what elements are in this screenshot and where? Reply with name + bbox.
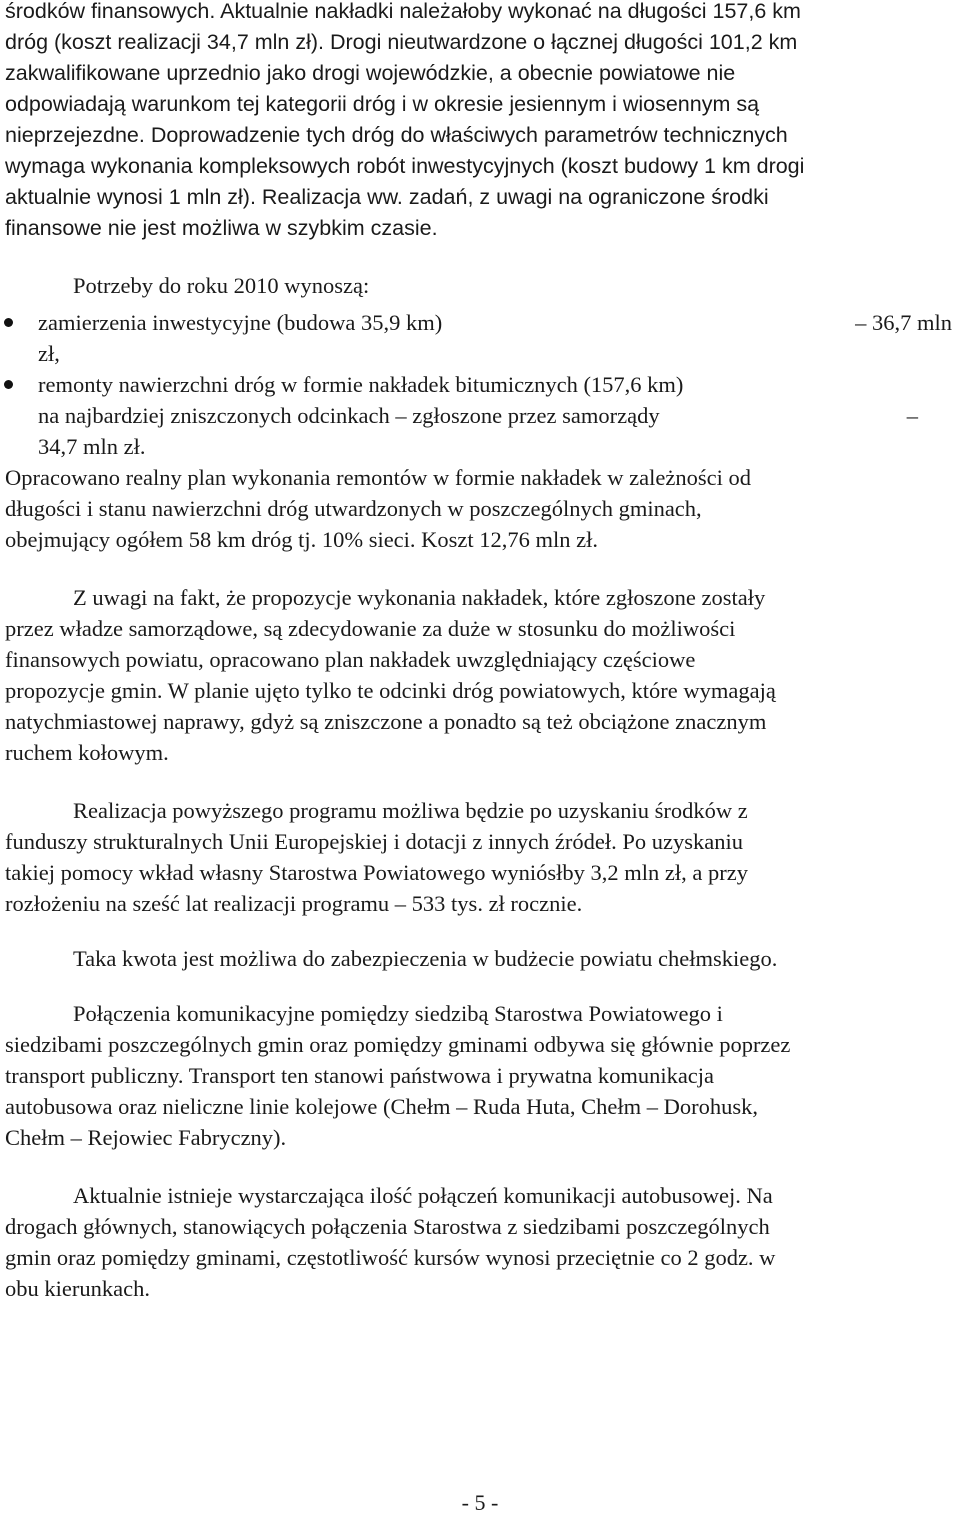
needs-item-repairs-dash: – [906, 403, 918, 428]
needs-heading: Potrzeby do roku 2010 wynoszą: [73, 273, 370, 298]
needs-item-investments: zamierzenia inwestycyjne (budowa 35,9 km) [38, 310, 443, 335]
text-line: dróg (koszt realizacji 34,7 mln zł). Drogi nieutwardzone o łącznej długości 101,2 km [5, 30, 798, 54]
page-number: - 5 - [461, 1490, 499, 1515]
text-line: autobusowa oraz nieliczne linie kolejowe (Chełm – Ruda Huta, Chełm – Dorohusk, [5, 1094, 758, 1119]
text-line: finansowe nie jest możliwa w szybkim czasie. [5, 216, 438, 240]
text-line: takiej pomocy wkład własny Starostwa Powiatowego wyniósłby 3,2 mln zł, a przy [5, 860, 749, 885]
text-line: obejmujący ogółem 58 km dróg tj. 10% sieci. Koszt 12,76 mln zł. [5, 527, 599, 552]
needs-item-investments-amount: – 36,7 mln [855, 310, 952, 335]
text-line: rozłożeniu na sześć lat realizacji programu – 533 tys. zł rocznie. [5, 891, 583, 916]
text-line: propozycje gmin. W planie ujęto tylko te odcinki dróg powiatowych, które wymagają [5, 678, 776, 703]
text-line: Opracowano realny plan wykonania remontów w formie nakładek w zależności od [5, 465, 751, 490]
text-line: Taka kwota jest możliwa do zabezpieczenia w budżecie powiatu chełmskiego. [73, 946, 778, 971]
text-line: Połączenia komunikacyjne pomiędzy siedzibą Starostwa Powiatowego i [73, 1001, 723, 1026]
needs-item-investments-continuation: zł, [38, 341, 60, 366]
text-line: Chełm – Rejowiec Fabryczny). [5, 1125, 287, 1150]
needs-item-repairs-line: na najbardziej zniszczonych odcinkach – zgłoszone przez samorządy [38, 403, 660, 428]
text-line: zakwalifikowane uprzednio jako drogi wojewódzkie, a obecnie powiatowe nie [5, 61, 736, 85]
bullet-icon [4, 380, 13, 389]
text-line: odpowiadają warunkom tej kategorii dróg i w okresie jesiennym i wiosennym są [5, 92, 760, 116]
text-line: siedzibami poszczególnych gmin oraz pomiędzy gminami odbywa się głównie poprzez [5, 1032, 791, 1057]
text-line: aktualnie wynosi 1 mln zł). Realizacja ww. zadań, z uwagi na ograniczone środki [5, 185, 769, 209]
text-line: nieprzejezdne. Doprowadzenie tych dróg do właściwych parametrów technicznych [5, 123, 788, 147]
bullet-icon [4, 318, 13, 327]
text-line: transport publiczny. Transport ten stanowi państwowa i prywatna komunikacja [5, 1063, 715, 1088]
text-line: natychmiastowej naprawy, gdyż są zniszczone a ponadto są też obciążone znacznym [5, 709, 767, 734]
text-line: finansowych powiatu, opracowano plan nakładek uwzględniający częściowe [5, 647, 696, 672]
text-line: długości i stanu nawierzchni dróg utwardzonych w poszczególnych gminach, [5, 496, 702, 521]
text-line: drogach głównych, stanowiących połączenia Starostwa z siedzibami poszczególnych [5, 1214, 770, 1239]
text-line: gmin oraz pomiędzy gminami, częstotliwość kursów wynosi przeciętnie co 2 godz. w [5, 1245, 776, 1270]
text-line: Aktualnie istnieje wystarczająca ilość połączeń komunikacji autobusowej. Na [73, 1183, 773, 1208]
text-line: Realizacja powyższego programu możliwa będzie po uzyskaniu środków z [73, 798, 748, 823]
text-line: funduszy strukturalnych Unii Europejskiej i dotacji z innych źródeł. Po uzyskaniu [5, 829, 743, 854]
text-line: wymaga wykonania kompleksowych robót inwestycyjnych (koszt budowy 1 km drogi [5, 154, 805, 178]
text-line: Z uwagi na fakt, że propozycje wykonania nakładek, które zgłoszone zostały [73, 585, 766, 610]
text-line: obu kierunkach. [5, 1276, 150, 1301]
text-line: ruchem kołowym. [5, 740, 169, 765]
needs-item-repairs: remonty nawierzchni dróg w formie nakładek bitumicznych (157,6 km) [38, 372, 684, 397]
text-line: przez władze samorządowe, są zdecydowanie za duże w stosunku do możliwości [5, 616, 736, 641]
text-line: środków finansowych. Aktualnie nakładki należałoby wykonać na długości 157,6 km [5, 0, 801, 23]
needs-item-repairs-amount: 34,7 mln zł. [38, 434, 146, 459]
